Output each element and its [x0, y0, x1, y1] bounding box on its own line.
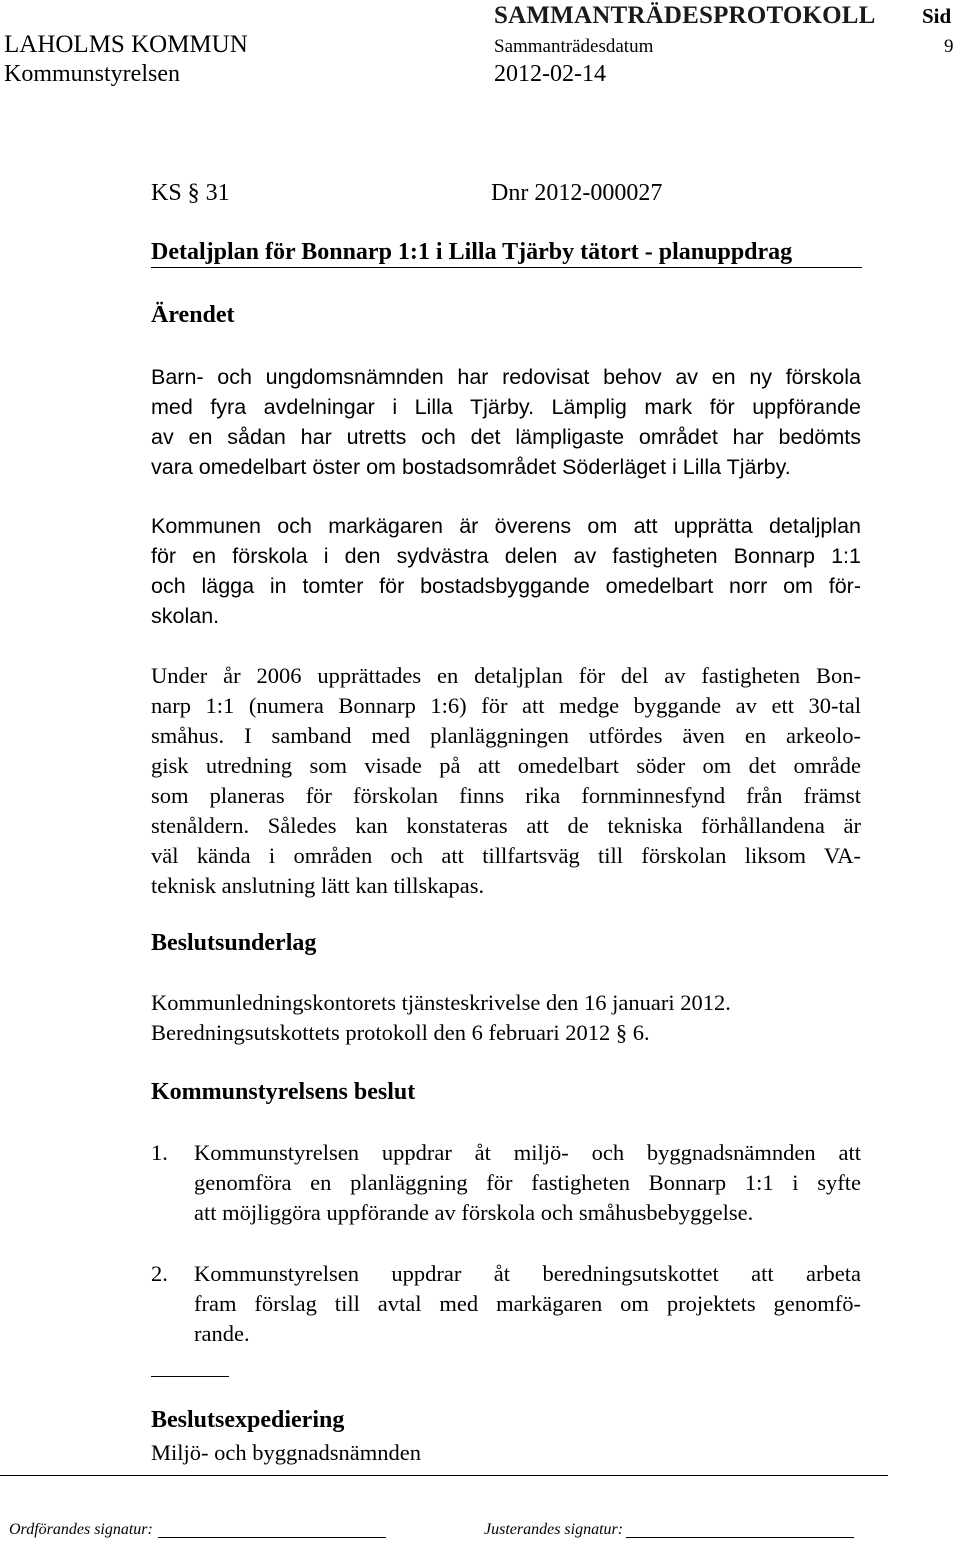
text-line: Barn- och ungdomsnämnden har redovisat behov av en ny förskola: [151, 365, 861, 389]
text-line: rande.: [194, 1321, 250, 1346]
page-label: Sid: [922, 4, 952, 28]
text-line: småhus. I samband med planläggningen utfördes även en arkeolo-: [151, 723, 861, 748]
text-line: stenåldern. Således kan konstateras att de tekniska förhållandena är: [151, 813, 861, 838]
text-line: som planeras för förskolan finns rika fornminnesfynd från främst: [151, 783, 861, 808]
text-line: att möjliggöra uppförande av förskola och småhusbebyggelse.: [194, 1200, 754, 1225]
text-line: med fyra avdelningar i Lilla Tjärby. Lämplig mark för uppförande: [151, 395, 861, 419]
decision-number: 1.: [151, 1140, 168, 1165]
text-line: och lägga in tomter för bostadsbyggande omedelbart norr om för-: [151, 574, 861, 598]
expediering-recipient: Miljö- och byggnadsnämnden: [151, 1440, 421, 1465]
section-heading-beslut: Kommunstyrelsens beslut: [151, 1079, 416, 1105]
case-dnr: Dnr 2012-000027: [491, 180, 663, 206]
adjuster-signature-label: Justerandes signatur:: [484, 1521, 624, 1538]
chair-signature-line: [158, 1537, 386, 1538]
arendet-paragraph-3: [151, 661, 861, 901]
text-line: väl kända i områden och att tillfartsväg till förskolan liksom VA-: [151, 843, 861, 868]
section-heading-arendet: Ärendet: [151, 302, 235, 328]
text-line: Kommunen och markägaren är överens om att upprätta detaljplan: [151, 514, 861, 538]
text-line: genomföra en planläggning för fastigheten Bonnarp 1:1 i syfte: [194, 1170, 861, 1195]
text-line: teknisk anslutning lätt kan tillskapas.: [151, 873, 485, 898]
decision-number: 2.: [151, 1261, 168, 1286]
section-heading-expediering: Beslutsexpediering: [151, 1407, 345, 1433]
arendet-paragraph-2: [151, 511, 861, 631]
text-line: gisk utredning som visade på att omedelbart söder om det område: [151, 753, 861, 778]
case-paragraph: KS § 31: [151, 180, 230, 206]
arendet-paragraph-1: [151, 362, 861, 482]
text-line: narp 1:1 (numera Bonnarp 1:6) för att medge byggande av ett 30-tal: [151, 693, 861, 718]
text-line: skolan.: [151, 604, 220, 628]
text-line: Kommunledningskontorets tjänsteskrivelse den 16 januari 2012.: [151, 990, 731, 1015]
text-line: Beredningsutskottets protokoll den 6 februari 2012 § 6.: [151, 1020, 650, 1045]
text-line: av en sådan har utretts och det lämpligaste området har bedömts: [151, 425, 861, 449]
text-line: fram förslag till avtal med markägaren om projektets genomfö-: [194, 1291, 861, 1316]
document-type: SAMMANTRÄDESPROTOKOLL: [494, 2, 876, 29]
footer-rule: [0, 1475, 888, 1476]
text-line: vara omedelbart öster om bostadsområdet Söderläget i Lilla Tjärby.: [151, 455, 791, 479]
page-number: 9: [944, 36, 954, 57]
text-line: för en förskola i den sydvästra delen av fastigheten Bonnarp 1:1: [151, 544, 861, 568]
committee-name: Kommunstyrelsen: [4, 61, 180, 87]
beslutsunderlag-list: [151, 988, 861, 1048]
short-separator: [151, 1376, 229, 1377]
meeting-date: 2012-02-14: [494, 61, 606, 87]
chair-signature-label: Ordförandes signatur:: [9, 1521, 153, 1538]
title-underline: [151, 267, 862, 268]
text-line: Under år 2006 upprättades en detaljplan för del av fastigheten Bon-: [151, 663, 861, 688]
section-heading-beslutsunderlag: Beslutsunderlag: [151, 930, 317, 956]
text-line: Kommunstyrelsen uppdrar åt miljö- och byggnadsnämnden att: [194, 1140, 861, 1165]
meeting-date-label: Sammanträdesdatum: [494, 36, 654, 57]
case-title: Detaljplan för Bonnarp 1:1 i Lilla Tjärby tätort - planuppdrag: [151, 239, 793, 265]
municipality-name: LAHOLMS KOMMUN: [4, 31, 248, 58]
adjuster-signature-line: [626, 1537, 854, 1538]
text-line: Kommunstyrelsen uppdrar åt beredningsutskottet att arbeta: [194, 1261, 861, 1286]
